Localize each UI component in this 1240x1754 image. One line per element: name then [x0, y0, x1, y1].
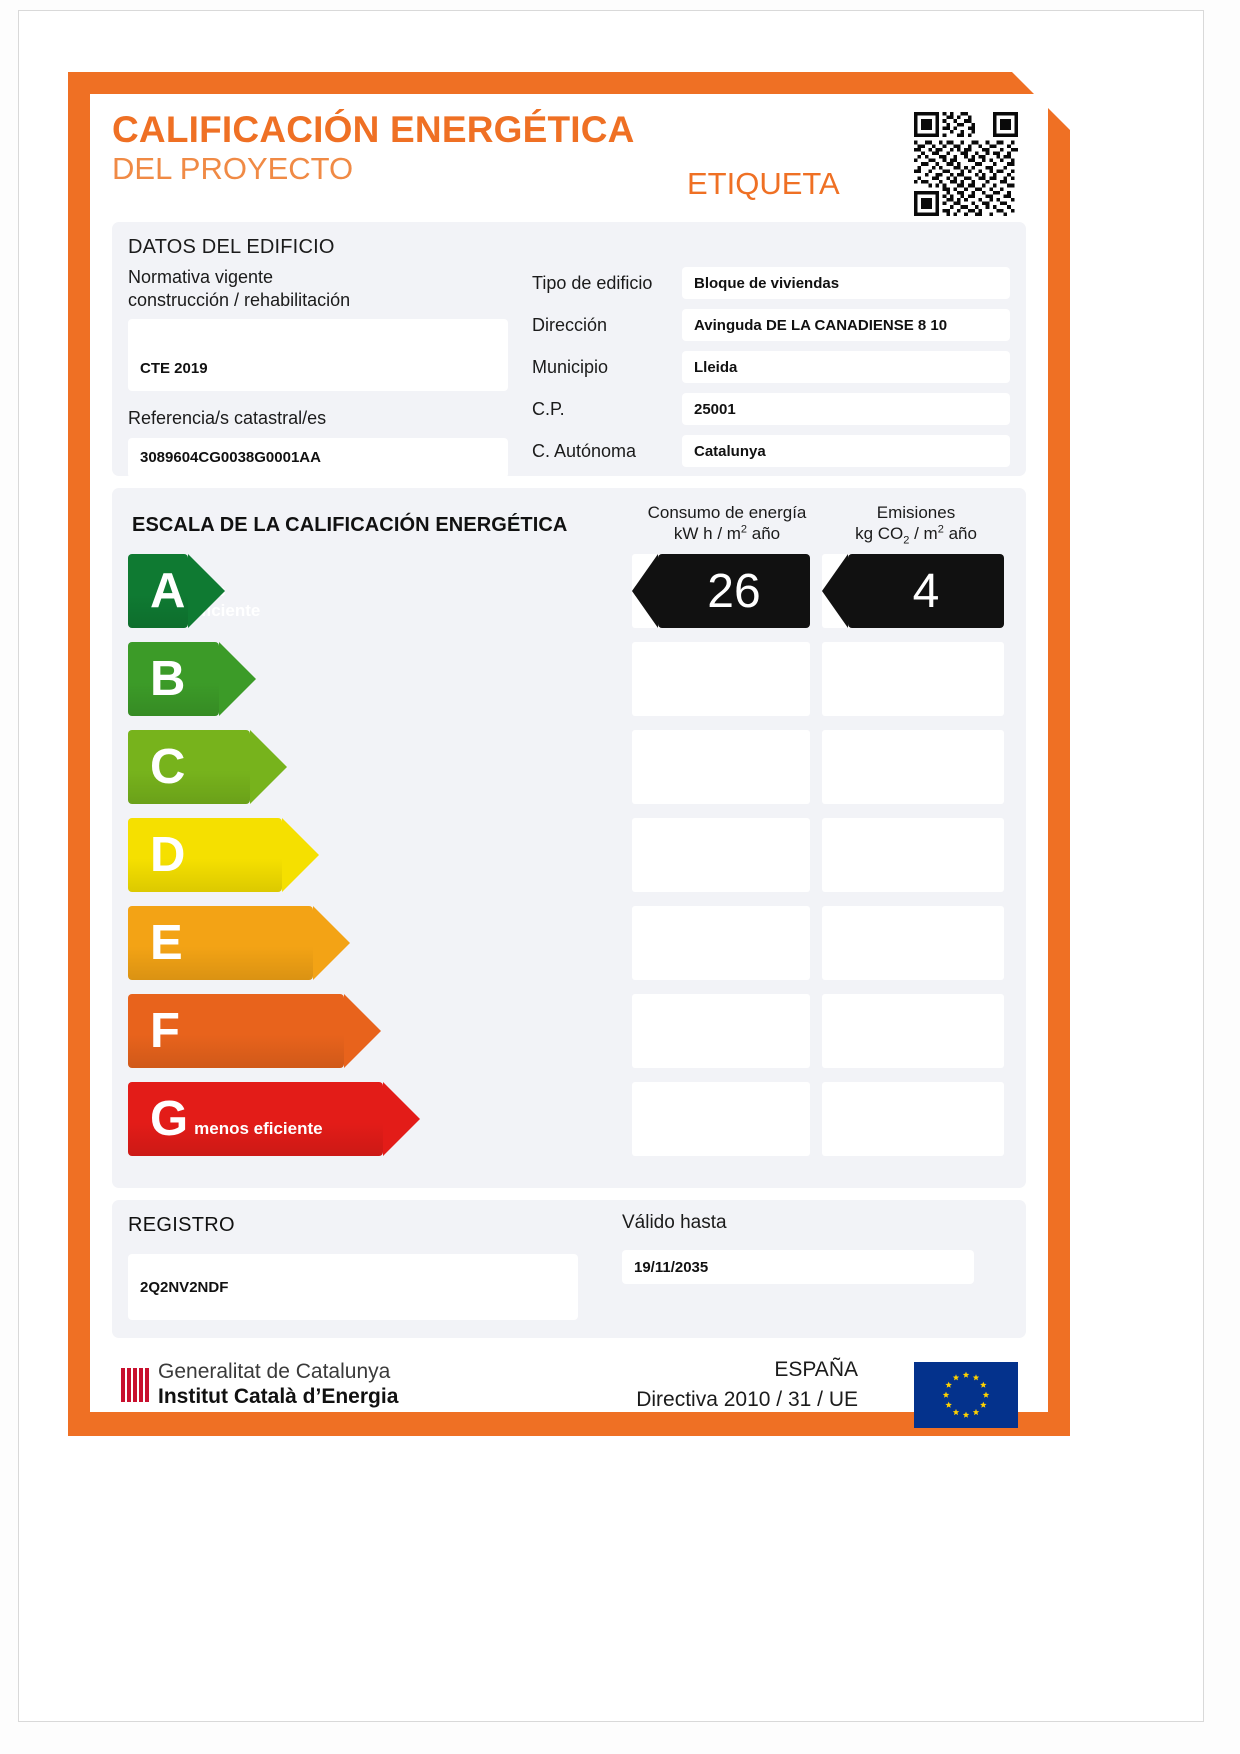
field-row-comunidad — [532, 430, 1010, 472]
page-title: CALIFICACIÓN ENERGÉTICA — [112, 109, 635, 150]
band-row-g — [128, 1082, 1010, 1170]
normativa-label-line1: Normativa vigente — [128, 267, 274, 287]
emisiones-cell-c — [822, 730, 1004, 804]
building-right-column — [532, 262, 1010, 472]
emisiones-cell-e — [822, 906, 1004, 980]
header — [112, 110, 1026, 216]
emisiones-cell-g — [822, 1082, 1004, 1156]
band-row-b — [128, 642, 1010, 730]
cp-value-field[interactable]: 25001 — [682, 393, 1010, 425]
band-row-e — [128, 906, 1010, 994]
registro-code-field[interactable]: 2Q2NV2NDF — [128, 1254, 578, 1320]
band-letter-f: F — [150, 1003, 180, 1058]
emisiones-value-box: 4 — [848, 554, 1004, 628]
most-efficient-label: más eficiente — [191, 581, 261, 620]
espana-block — [528, 1358, 858, 1412]
emisiones-cell-d — [822, 818, 1004, 892]
consumo-value-box: 26 — [658, 554, 810, 628]
catastral-value-field[interactable]: 3089604CG0038G0001AA — [128, 438, 508, 478]
valido-hasta-label: Válido hasta — [622, 1212, 727, 1233]
espana-label: ESPAÑA — [774, 1358, 858, 1381]
band-letter-e: E — [150, 915, 183, 970]
consumo-cell-e — [632, 906, 810, 980]
building-data-title: DATOS DEL EDIFICIO — [128, 236, 335, 258]
building-data-panel — [112, 222, 1026, 476]
field-row-tipo — [532, 262, 1010, 304]
municipio-value-field[interactable]: Lleida — [682, 351, 1010, 383]
band-arrow-b — [128, 642, 219, 716]
municipio-label: Municipio — [532, 356, 609, 377]
registro-panel — [112, 1200, 1026, 1338]
band-arrow-a — [128, 554, 261, 628]
certificate-orange-frame — [68, 72, 1070, 1436]
generalitat-text — [158, 1360, 398, 1409]
band-letter-g: G — [150, 1091, 189, 1146]
tipo-value-field[interactable]: Bloque de viviendas — [682, 267, 1010, 299]
building-left-column — [128, 266, 508, 478]
scale-header — [128, 502, 1010, 554]
comunidad-label: C. Autónoma — [532, 440, 637, 461]
band-letter-a: A — [150, 563, 186, 618]
generalitat-line2: Institut Català d’Energia — [158, 1385, 399, 1408]
band-row-d — [128, 818, 1010, 906]
band-arrow-f — [128, 994, 344, 1068]
field-row-cp — [532, 388, 1010, 430]
certificate-body — [90, 94, 1048, 1412]
etiqueta-label: ETIQUETA — [687, 166, 840, 201]
band-letter-d: D — [150, 827, 186, 882]
scale-title: ESCALA DE LA CALIFICACIÓN ENERGÉTICA — [132, 514, 568, 536]
generalitat-line1: Generalitat de Catalunya — [158, 1360, 391, 1383]
direccion-label: Dirección — [532, 314, 608, 335]
consumo-cell-g — [632, 1082, 810, 1156]
band-arrow-d — [128, 818, 282, 892]
normativa-label-line2: construcción / rehabilitación — [128, 289, 351, 310]
page-subtitle: DEL PROYECTO — [112, 151, 354, 187]
emisiones-unit-label — [828, 502, 1004, 548]
directiva-label: Directiva 2010 / 31 / UE — [636, 1388, 858, 1411]
emisiones-cell-b — [822, 642, 1004, 716]
generalitat-logo-icon — [120, 1362, 150, 1404]
band-row-f — [128, 994, 1010, 1082]
emisiones-unit-line1: Emisiones — [876, 503, 956, 522]
band-letter-b: B — [150, 651, 186, 706]
field-row-municipio — [532, 346, 1010, 388]
comunidad-value-field[interactable]: Catalunya — [682, 435, 1010, 467]
normativa-label — [128, 266, 508, 311]
registro-title: REGISTRO — [128, 1214, 235, 1236]
band-row-a — [128, 554, 1010, 642]
emisiones-cell-f — [822, 994, 1004, 1068]
band-arrow-c — [128, 730, 250, 804]
normativa-value-field[interactable]: CTE 2019 — [128, 319, 508, 391]
consumo-unit-line2: kW h / $m^2$ año — [673, 523, 781, 544]
emisiones-unit-line2: kg $CO_2 / m^2$ año — [855, 523, 977, 547]
qr-code-icon — [914, 112, 1018, 216]
consumo-unit-line1: Consumo de energía — [647, 503, 807, 522]
band-letter-c: C — [150, 739, 186, 794]
consumo-cell-f — [632, 994, 810, 1068]
consumo-cell-c — [632, 730, 810, 804]
energy-scale-panel — [112, 488, 1026, 1188]
energy-bands — [128, 554, 1010, 1170]
cp-label: C.P. — [532, 398, 565, 419]
valido-hasta-value-field[interactable]: 19/11/2035 — [622, 1250, 974, 1284]
catastral-label: Referencia/s catastral/es — [128, 408, 327, 428]
consumo-unit-label — [632, 502, 822, 545]
eu-flag-icon — [914, 1362, 1018, 1428]
footer — [112, 1348, 1026, 1444]
consumo-cell-d — [632, 818, 810, 892]
least-efficient-label: menos eficiente — [194, 1119, 323, 1138]
field-row-direccion — [532, 304, 1010, 346]
band-arrow-g — [128, 1082, 383, 1156]
direccion-value-field[interactable]: Avinguda DE LA CANADIENSE 8 10 — [682, 309, 1010, 341]
tipo-label: Tipo de edificio — [532, 272, 653, 293]
band-arrow-e — [128, 906, 313, 980]
consumo-cell-b — [632, 642, 810, 716]
band-row-c — [128, 730, 1010, 818]
